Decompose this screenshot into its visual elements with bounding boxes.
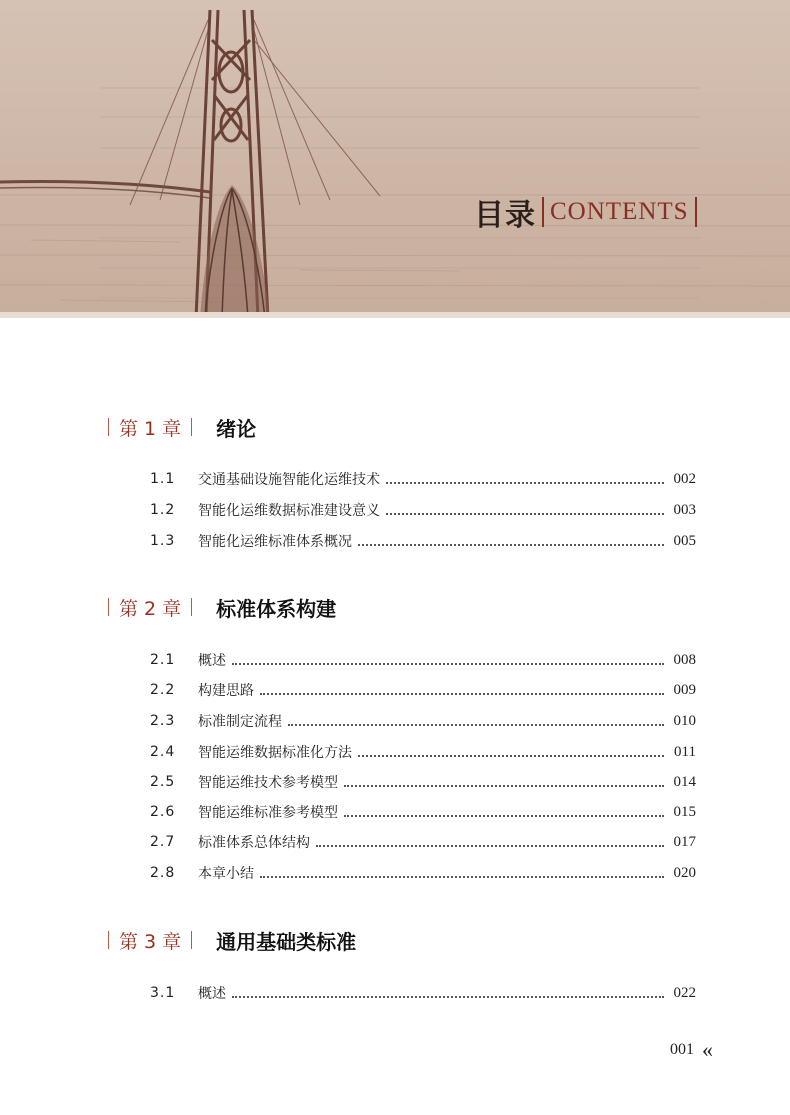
header-banner [0,0,790,318]
chapter-bar-right [191,931,192,949]
chapter-bar-left [108,418,109,436]
entry-page: 008 [673,651,696,668]
chapter-bar-left [108,598,109,616]
entry-number: 2.4 [150,744,176,760]
toc-entry[interactable] [150,982,696,1004]
entry-title: 构建思路 [198,683,254,699]
chapter-bar-right [191,418,192,436]
contents-title [474,190,703,234]
entry-page: 015 [673,803,696,820]
double-chevron-left-icon: « [702,1037,713,1062]
title-chinese: 目录 [474,198,536,233]
entry-title: 本章小结 [198,866,254,882]
entry-title: 智能化运维数据标准建设意义 [198,503,380,519]
title-divider [542,197,544,227]
toc-entry[interactable] [150,530,696,552]
dot-leader [358,754,664,757]
entry-number: 2.2 [150,682,176,698]
chapter-number: 第 2 章 [119,597,182,620]
dot-leader [260,692,664,695]
title-english: CONTENTS [550,198,689,225]
page-folio [670,1038,713,1062]
dot-leader [386,481,664,484]
toc-entry[interactable] [150,710,696,732]
entry-number: 2.5 [150,774,176,790]
dot-leader [288,723,664,726]
entry-number: 1.2 [150,502,176,518]
entry-title: 标准制定流程 [198,714,282,730]
chapter-number: 第 1 章 [119,417,182,440]
entry-title: 交通基础设施智能化运维技术 [198,472,380,488]
entry-number: 2.6 [150,804,176,820]
entry-title: 智能运维技术参考模型 [198,775,338,791]
chapter-bar-right [191,598,192,616]
entry-number: 1.3 [150,533,176,549]
dot-leader [316,844,664,847]
bridge-illustration [0,0,790,318]
chapter-heading[interactable] [108,412,728,442]
entry-page: 005 [673,532,696,549]
entry-number: 2.8 [150,865,176,881]
toc-entry[interactable] [150,649,696,671]
dot-leader [386,512,664,515]
dot-leader [344,784,664,787]
dot-leader [344,814,664,817]
chapter-heading[interactable] [108,592,728,622]
dot-leader [232,995,664,998]
toc-entry[interactable] [150,468,696,490]
entry-page: 010 [673,712,696,729]
toc-entry[interactable] [150,862,696,884]
chapter-title: 通用基础类标准 [216,929,357,954]
entry-title: 智能运维标准参考模型 [198,805,338,821]
entry-page: 009 [673,681,696,698]
entry-page: 003 [673,501,696,518]
entry-title: 智能运维数据标准化方法 [198,745,352,761]
entry-title: 概述 [198,653,226,669]
toc-entry[interactable] [150,801,696,823]
toc-entry[interactable] [150,771,696,793]
entry-title: 标准体系总体结构 [198,835,310,851]
entry-page: 014 [673,773,696,790]
toc-entry[interactable] [150,499,696,521]
toc-entry[interactable] [150,831,696,853]
entry-page: 022 [673,984,696,1001]
entry-title: 智能化运维标准体系概况 [198,534,352,550]
entry-page: 011 [674,743,696,760]
entry-number: 2.7 [150,834,176,850]
entry-number: 1.1 [150,471,176,487]
chapter-bar-left [108,931,109,949]
chapter-heading[interactable] [108,925,728,955]
entry-page: 002 [673,470,696,487]
entry-number: 2.3 [150,713,176,729]
chapter-number: 第 3 章 [119,930,182,953]
chapter-title: 标准体系构建 [216,596,337,621]
entry-number: 2.1 [150,652,176,668]
entry-page: 020 [673,864,696,881]
chapter-title: 绪论 [216,416,257,441]
entry-number: 3.1 [150,985,176,1001]
toc-entry[interactable] [150,679,696,701]
page-number: 001 [670,1041,694,1058]
entry-page: 017 [673,833,696,850]
toc-entry[interactable] [150,741,696,763]
dot-leader [358,543,664,546]
dot-leader [260,875,664,878]
dot-leader [232,662,664,665]
title-divider-end [695,197,697,227]
entry-title: 概述 [198,986,226,1002]
